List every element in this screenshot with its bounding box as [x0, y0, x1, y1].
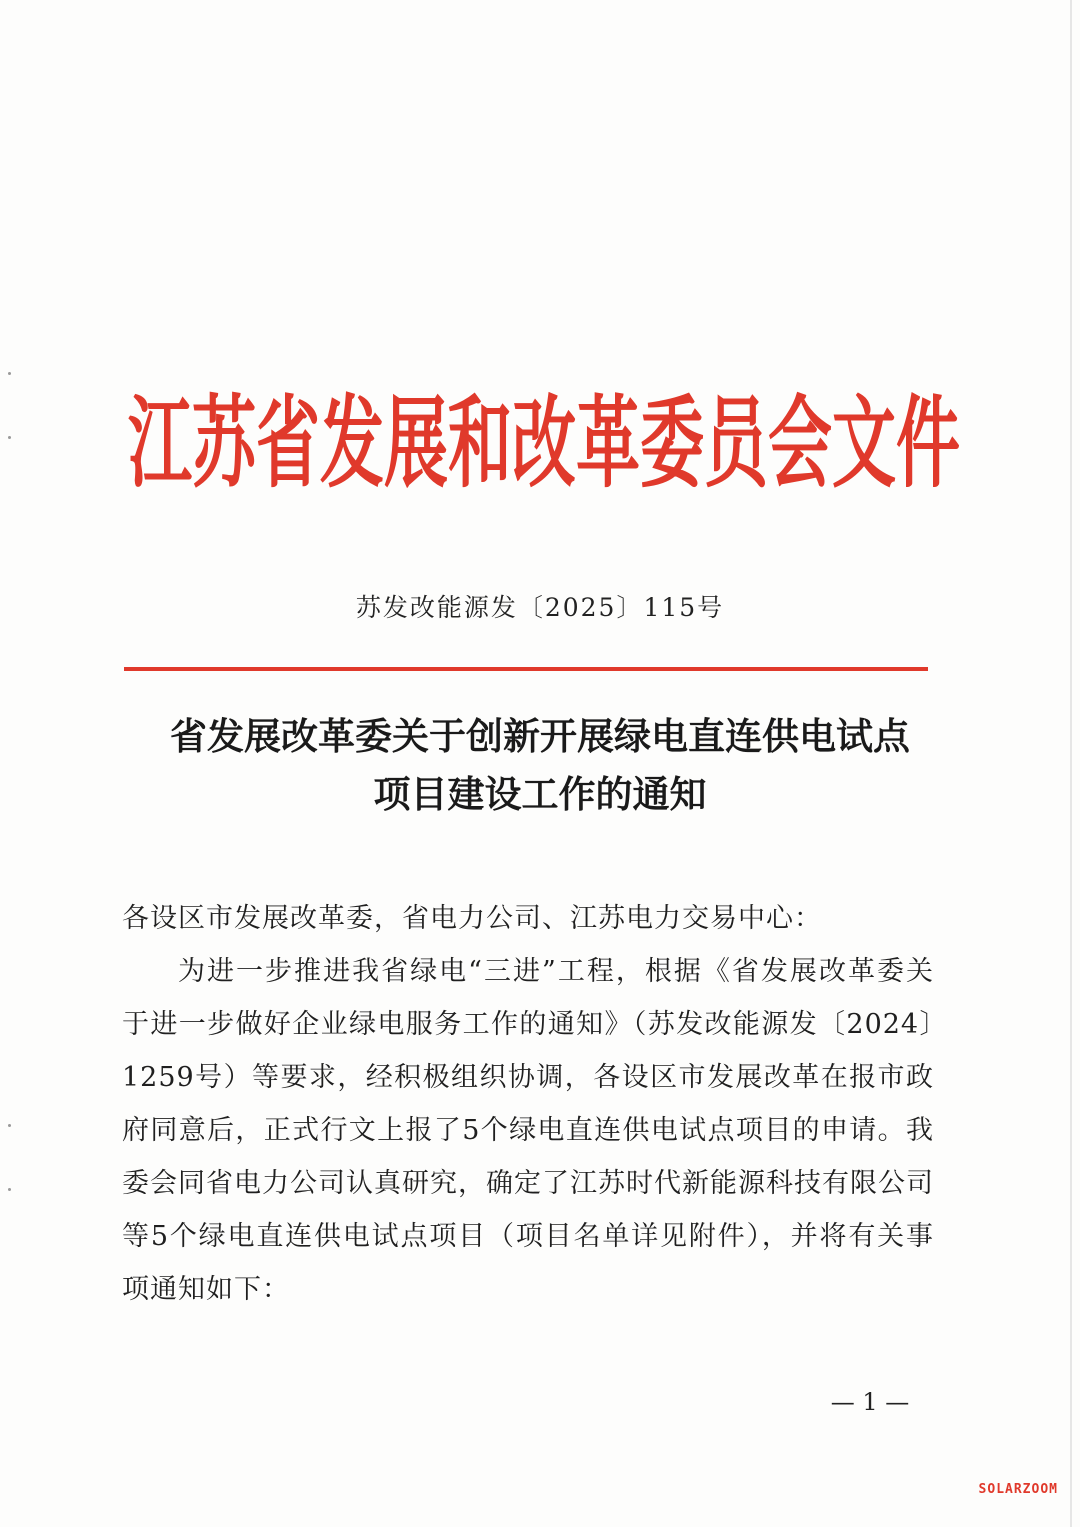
watermark-logo: SOLARZOOM	[978, 1482, 1058, 1497]
document-number: 苏发改能源发〔2025〕115号	[355, 593, 725, 622]
page-number: — 1 —	[830, 1388, 910, 1416]
notice-title-line-2: 项目建设工作的通知	[373, 773, 707, 816]
notice-title	[90, 708, 990, 824]
issuer-header-title	[128, 380, 960, 510]
document-body	[122, 892, 934, 1316]
red-separator-rule	[124, 667, 928, 671]
salutation: 各设区市发展改革委，省电力公司、江苏电力交易中心：	[122, 903, 822, 934]
issuer-header-text: 江苏省发展和改革委员会文件	[128, 387, 960, 503]
body-paragraph: 为进一步推进我省绿电“三进”工程，根据《省发展改革委关于进一步做好企业绿电服务工作的通知》（苏发改能源发〔2024〕1259号）等要求，经积极组织协调，各设区市发展改革在报市政府同意后，正式行文上报了5个绿电直连供电试点项目的申请。我委会同省电力公司认真研究，确定了江苏时代新能源科技有限公司等5个绿电直连供电试点项目（项目名单详见附件），并将有关事项通知如下：	[122, 956, 934, 1305]
page-edge	[1070, 0, 1072, 1527]
notice-title-line-1: 省发展改革委关于创新开展绿电直连供电试点	[170, 715, 910, 758]
